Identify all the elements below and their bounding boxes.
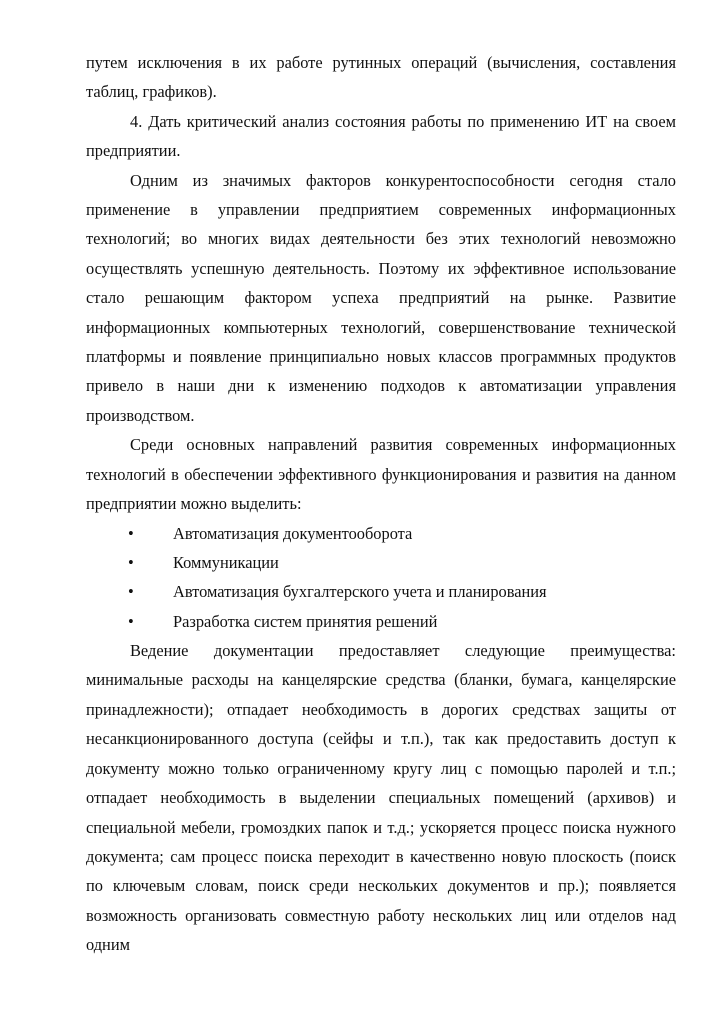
list-item: [86, 607, 676, 636]
directions-list: [86, 519, 676, 637]
list-item: [86, 548, 676, 577]
bullet-marker: •: [128, 552, 134, 572]
list-item-text: Автоматизация бухгалтерского учета и планирования: [173, 582, 547, 602]
list-item-text: Разработка систем принятия решений: [173, 611, 438, 631]
list-item-text: Автоматизация документооборота: [173, 523, 413, 543]
list-item-text: Коммуникации: [173, 552, 279, 572]
bullet-marker: •: [128, 611, 134, 631]
paragraph-competitiveness: Одним из значимых факторов конкурентоспособности сегодня стало применение в управлении предприятием современных информационных технологий; во многих видах деятельности без этих технологий невозможно осуществлять успешную деятельность. Поэтому их эффективное использование стало решающим фактором успеха предприятий на рынке. Развитие информационных компьютерных технологий, совершенствование технической платформы и появление принципиально новых классов программных продуктов привело в наши дни к изменению подходов к автоматизации управления производством.: [86, 170, 676, 425]
paragraph-task-4: 4. Дать критический анализ состояния работы по применению ИТ на своем предприятии.: [86, 111, 676, 161]
bullet-marker: •: [128, 582, 134, 602]
list-item: [86, 519, 676, 548]
document-page: [86, 48, 676, 960]
paragraph-continuation: путем исключения в их работе рутинных операций (вычисления, составления таблиц, графиков).: [86, 53, 676, 102]
paragraph-directions-intro: Среди основных направлений развития современных информационных технологий в обеспечении эффективного функционирования и развития на данном предприятии можно выделить:: [86, 435, 676, 514]
list-item: [86, 577, 676, 606]
bullet-marker: •: [128, 523, 134, 543]
paragraph-documentation-benefits: Ведение документации предоставляет следующие преимущества: минимальные расходы на канцелярские средства (бланки, бумага, канцелярские принадлежности); отпадает необходимость в дорогих средствах защиты от несанкционированного доступа (сейфы и т.п.), так как предоставить доступ к документу можно только ограниченному кругу лиц с помощью паролей и т.п.; отпадает необходимость в выделении специальных помещений (архивов) и специальной мебели, громоздких папок и т.д.; ускоряется процесс поиска нужного документа; сам процесс поиска переходит в качественно новую плоскость (поиск по ключевым словам, поиск среди нескольких документов и пр.); появляется возможность организовать совместную работу нескольких лиц или отделов над одним: [86, 641, 676, 955]
